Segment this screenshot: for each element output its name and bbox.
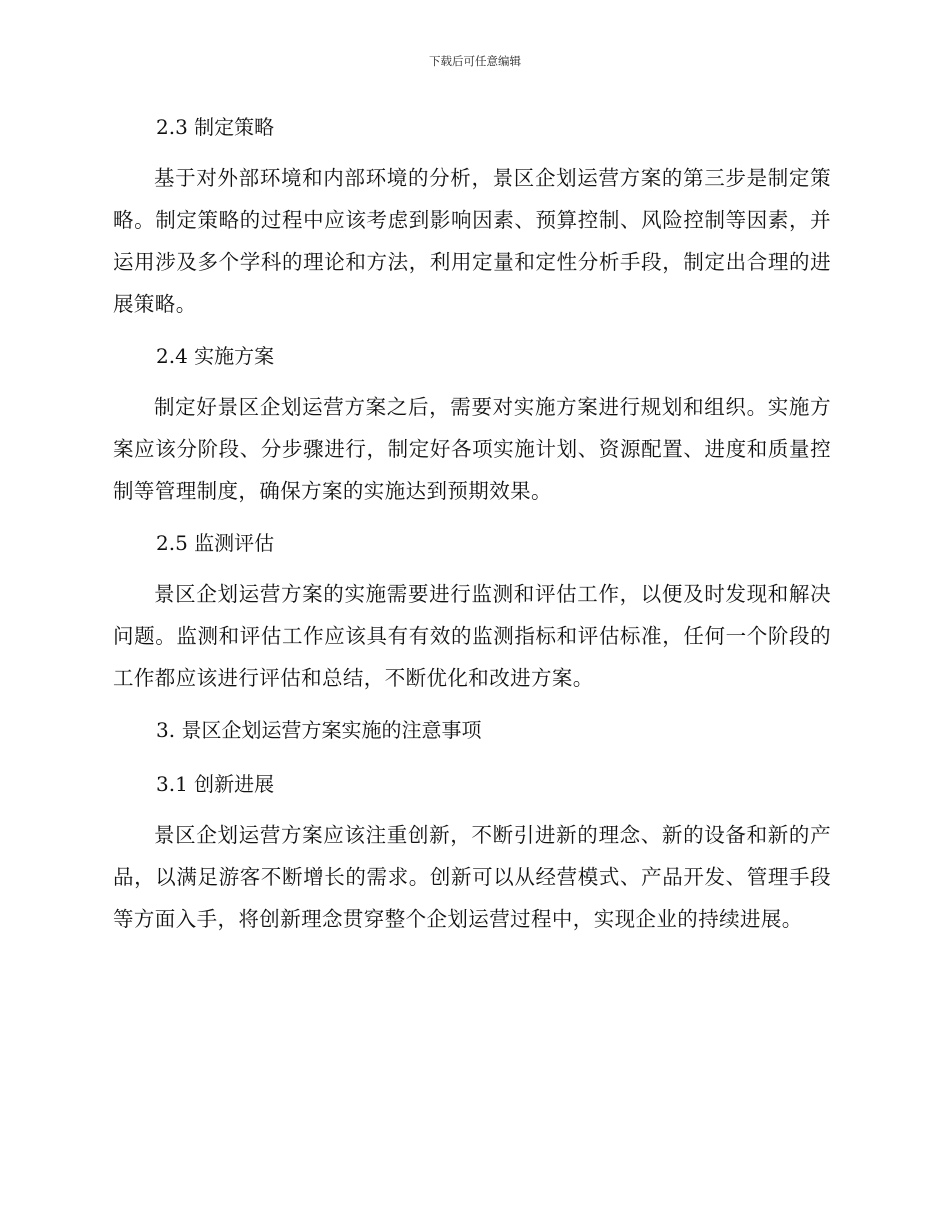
document-body xyxy=(113,108,831,940)
section-heading-2-5: 2.5 监测评估 xyxy=(156,531,275,555)
page-header: 下载后可任意编辑 xyxy=(429,54,521,68)
section-heading-2-4: 2.4 实施方案 xyxy=(156,344,275,368)
section-heading-3-1: 3.1 创新进展 xyxy=(156,772,275,796)
section-heading-3: 3. 景区企划运营方案实施的注意事项 xyxy=(156,718,482,742)
section-paragraph-3-1: 景区企划运营方案应该注重创新，不断引进新的理念、新的设备和新的产品，以满足游客不断增长的需求。创新可以从经营模式、产品开发、管理手段等方面入手，将创新理念贯穿整个企划运营过程中，实现企业的持续进展。 xyxy=(113,823,831,931)
section-paragraph-2-3: 基于对外部环境和内部环境的分析，景区企划运营方案的第三步是制定策略。制定策略的过程中应该考虑到影响因素、预算控制、风险控制等因素，并运用涉及多个学科的理论和方法，利用定量和定性分析手段，制定出合理的进展策略。 xyxy=(113,166,831,316)
section-paragraph-2-5: 景区企划运营方案的实施需要进行监测和评估工作，以便及时发现和解决问题。监测和评估工作应该具有有效的监测指标和评估标准，任何一个阶段的工作都应该进行评估和总结，不断优化和改进方案。 xyxy=(113,582,831,690)
section-paragraph-2-4: 制定好景区企划运营方案之后，需要对实施方案进行规划和组织。实施方案应该分阶段、分步骤进行，制定好各项实施计划、资源配置、进度和质量控制等管理制度，确保方案的实施达到预期效果。 xyxy=(113,395,831,503)
section-heading-2-3: 2.3 制定策略 xyxy=(156,115,275,139)
